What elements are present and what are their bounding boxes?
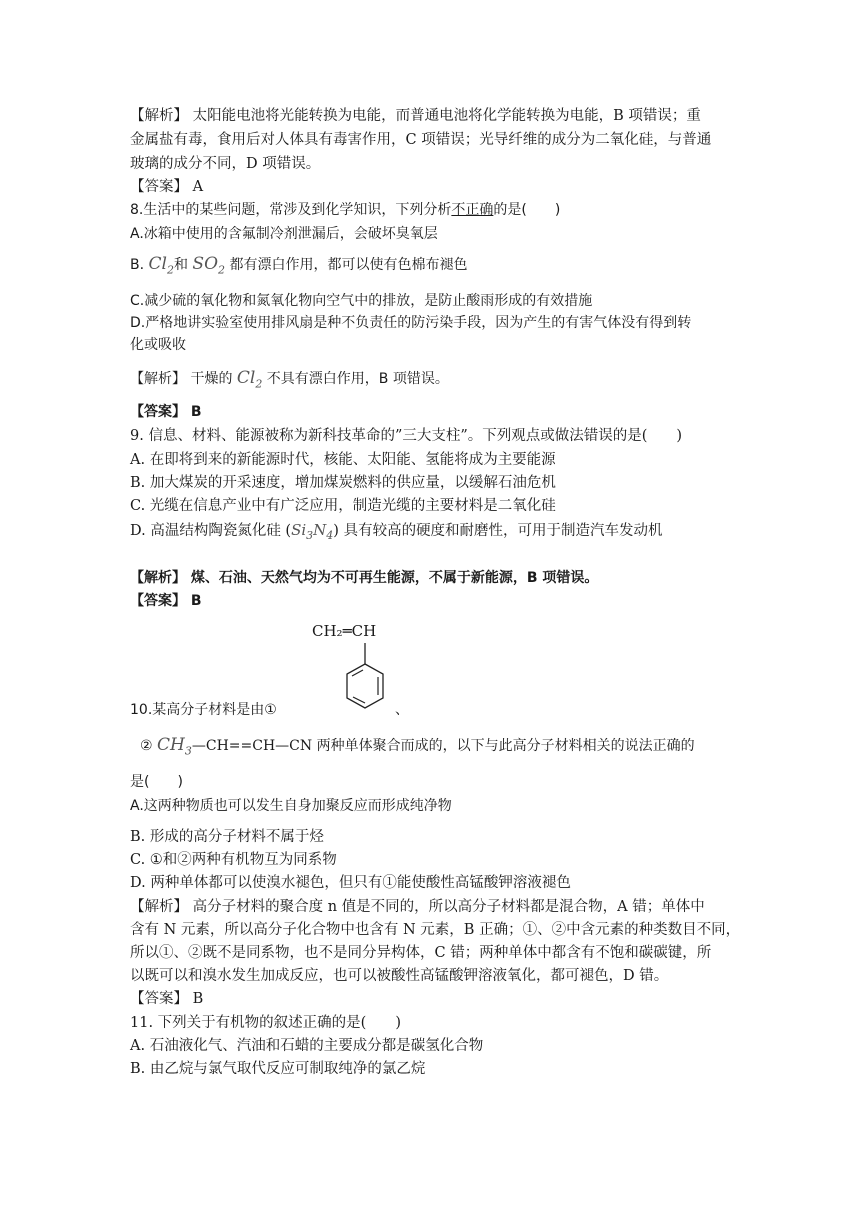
q10-option-c: C. ①和②两种有机物互为同系物 bbox=[130, 852, 337, 868]
q10-monomer-2-marker: ② bbox=[140, 738, 158, 754]
q9-chem-si-sub: 3 bbox=[306, 529, 314, 542]
q8-stem-tail: 的是( ) bbox=[493, 202, 561, 218]
q9-chem-n: N bbox=[313, 521, 327, 539]
q10-analysis-line-1: 【解析】 高分子材料的聚合度 n 值是不同的，所以高分子材料都是混合物，A 错；单体中 bbox=[130, 899, 705, 915]
q8-option-b-prefix: B. bbox=[130, 257, 149, 273]
q10-stem-text: 10.某高分子材料是由① bbox=[130, 702, 277, 718]
q8-option-d-line-1: D.严格地讲实验室使用排风扇是种不负责任的防污染手段，因为产生的有害气体没有得到转 bbox=[130, 315, 692, 331]
q8-option-c: C.减少硫的氧化物和氮氧化物向空气中的排放，是防止酸雨形成的有效措施 bbox=[130, 293, 593, 309]
q9-chem-si3n4 bbox=[291, 521, 334, 542]
q8-stem-text: 8.生活中的某些问题，常涉及到化学知识，下列分析 bbox=[130, 202, 452, 218]
q7-answer: 【答案】 A bbox=[130, 179, 204, 195]
q10-analysis-line-3: 所以①、②既不是同系物，也不是同分异构体，C 错；两种单体中都含有不饱和碳碳键，所 bbox=[130, 945, 712, 961]
q8-answer: 【答案】 B bbox=[130, 404, 202, 420]
q8-option-b bbox=[130, 254, 760, 280]
q10-line-2 bbox=[130, 735, 760, 761]
q8-analysis-chem bbox=[236, 368, 263, 391]
q10-analysis-line-2: 含有 N 元素，所以高分子化合物中也含有 N 元素，B 正确；①、②中含元素的种类数目不同， bbox=[130, 922, 741, 938]
q8-analysis-chem-sub: 2 bbox=[255, 377, 263, 391]
q10-option-b: B. 形成的高分子材料不属于烃 bbox=[130, 829, 324, 845]
q8-option-b-and: 和 bbox=[173, 257, 193, 273]
q10-option-a: A.这两种物质也可以发生自身加聚反应而形成纯净物 bbox=[130, 798, 452, 814]
q10-line-3: 是( ) bbox=[130, 774, 183, 790]
q9-option-d bbox=[130, 520, 760, 546]
q9-option-d-text: D. 高温结构陶瓷氮化硅 ( bbox=[130, 523, 292, 539]
q8-option-b-text: 都有漂白作用，都可以使有色棉布褪色 bbox=[225, 257, 468, 273]
q8-stem bbox=[130, 200, 760, 221]
q9-chem-si: Si bbox=[291, 521, 307, 539]
q11-option-a: A. 石油液化气、汽油和石蜡的主要成分都是碳氢化合物 bbox=[130, 1038, 484, 1054]
q7-analysis-line-1: 【解析】 太阳能电池将光能转换为电能，而普通电池将化学能转换为电能，B 项错误；重 bbox=[130, 108, 701, 124]
q10-monomer-2-formula: —CH==CH—CN bbox=[191, 738, 313, 754]
q9-option-a: A. 在即将到来的新能源时代，核能、太阳能、氢能将成为主要能源 bbox=[130, 452, 556, 468]
q8-analysis bbox=[130, 368, 760, 394]
q9-stem: 9. 信息、材料、能源被称为新科技革命的”三大支柱”。下列观点或做法错误的是( ) bbox=[130, 428, 683, 444]
q10-stem-separator: 、 bbox=[395, 702, 409, 718]
q8-analysis-text: 【解析】 干燥的 bbox=[130, 371, 237, 387]
styrene-vinyl-label: CH₂═CH bbox=[312, 622, 377, 640]
q8-option-d-line-2: 化或吸收 bbox=[130, 337, 186, 353]
q10-analysis-line-4: 以既可以和溴水发生加成反应，也可以被酸性高锰酸钾溶液氧化，都可褪色，D 错。 bbox=[130, 968, 669, 984]
q9-option-d-tail: ) 具有较高的硬度和耐磨性，可用于制造汽车发动机 bbox=[333, 523, 663, 539]
q9-analysis: 【解析】 煤、石油、天然气均为不可再生能源，不属于新能源，B 项错误。 bbox=[130, 570, 599, 586]
q10-chem-ch: CH bbox=[157, 735, 185, 755]
q9-answer: 【答案】 B bbox=[130, 593, 202, 609]
q8-chem-so: SO bbox=[192, 254, 219, 274]
q10-stem bbox=[130, 700, 760, 721]
q8-analysis-chem-cl: Cl bbox=[236, 368, 256, 388]
q10-chem-ch3 bbox=[157, 735, 192, 758]
q10-option-d: D. 两种单体都可以使溴水褪色，但只有①能使酸性高锰酸钾溶液褪色 bbox=[130, 875, 571, 891]
q8-analysis-tail: 不具有漂白作用，B 项错误。 bbox=[262, 371, 449, 387]
q10-answer: 【答案】 B bbox=[130, 991, 204, 1007]
q9-chem-n-sub: 4 bbox=[326, 529, 334, 542]
q7-analysis-line-3: 玻璃的成分不同，D 项错误。 bbox=[130, 156, 321, 172]
q8-option-a: A.冰箱中使用的含氟制冷剂泄漏后，会破坏臭氧层 bbox=[130, 226, 438, 242]
q8-chem-cl: Cl bbox=[148, 254, 167, 274]
q8-chem-cl-sub: 2 bbox=[166, 263, 174, 277]
q10-chem-ch-sub: 3 bbox=[184, 744, 192, 758]
q7-analysis-line-2: 金属盐有毒，食用后对人体具有毒害作用，C 项错误；光导纤维的成分为二氧化硅，与普通 bbox=[130, 132, 712, 148]
q11-stem: 11. 下列关于有机物的叙述正确的是( ) bbox=[130, 1015, 401, 1031]
q11-option-b: B. 由乙烷与氯气取代反应可制取纯净的氯乙烷 bbox=[130, 1061, 426, 1077]
q8-chem-so-sub: 2 bbox=[218, 263, 226, 277]
q10-line-2-text: 两种单体聚合而成的，以下与此高分子材料相关的说法正确的 bbox=[312, 738, 695, 754]
q8-chem-so2 bbox=[192, 254, 226, 277]
q9-option-c: C. 光缆在信息产业中有广泛应用，制造光缆的主要材料是二氧化硅 bbox=[130, 498, 556, 514]
q8-stem-underline: 不正确 bbox=[451, 202, 494, 218]
q9-option-b: B. 加大煤炭的开采速度，增加煤炭燃料的供应量，以缓解石油危机 bbox=[130, 475, 556, 491]
q8-chem-cl2 bbox=[148, 254, 174, 277]
